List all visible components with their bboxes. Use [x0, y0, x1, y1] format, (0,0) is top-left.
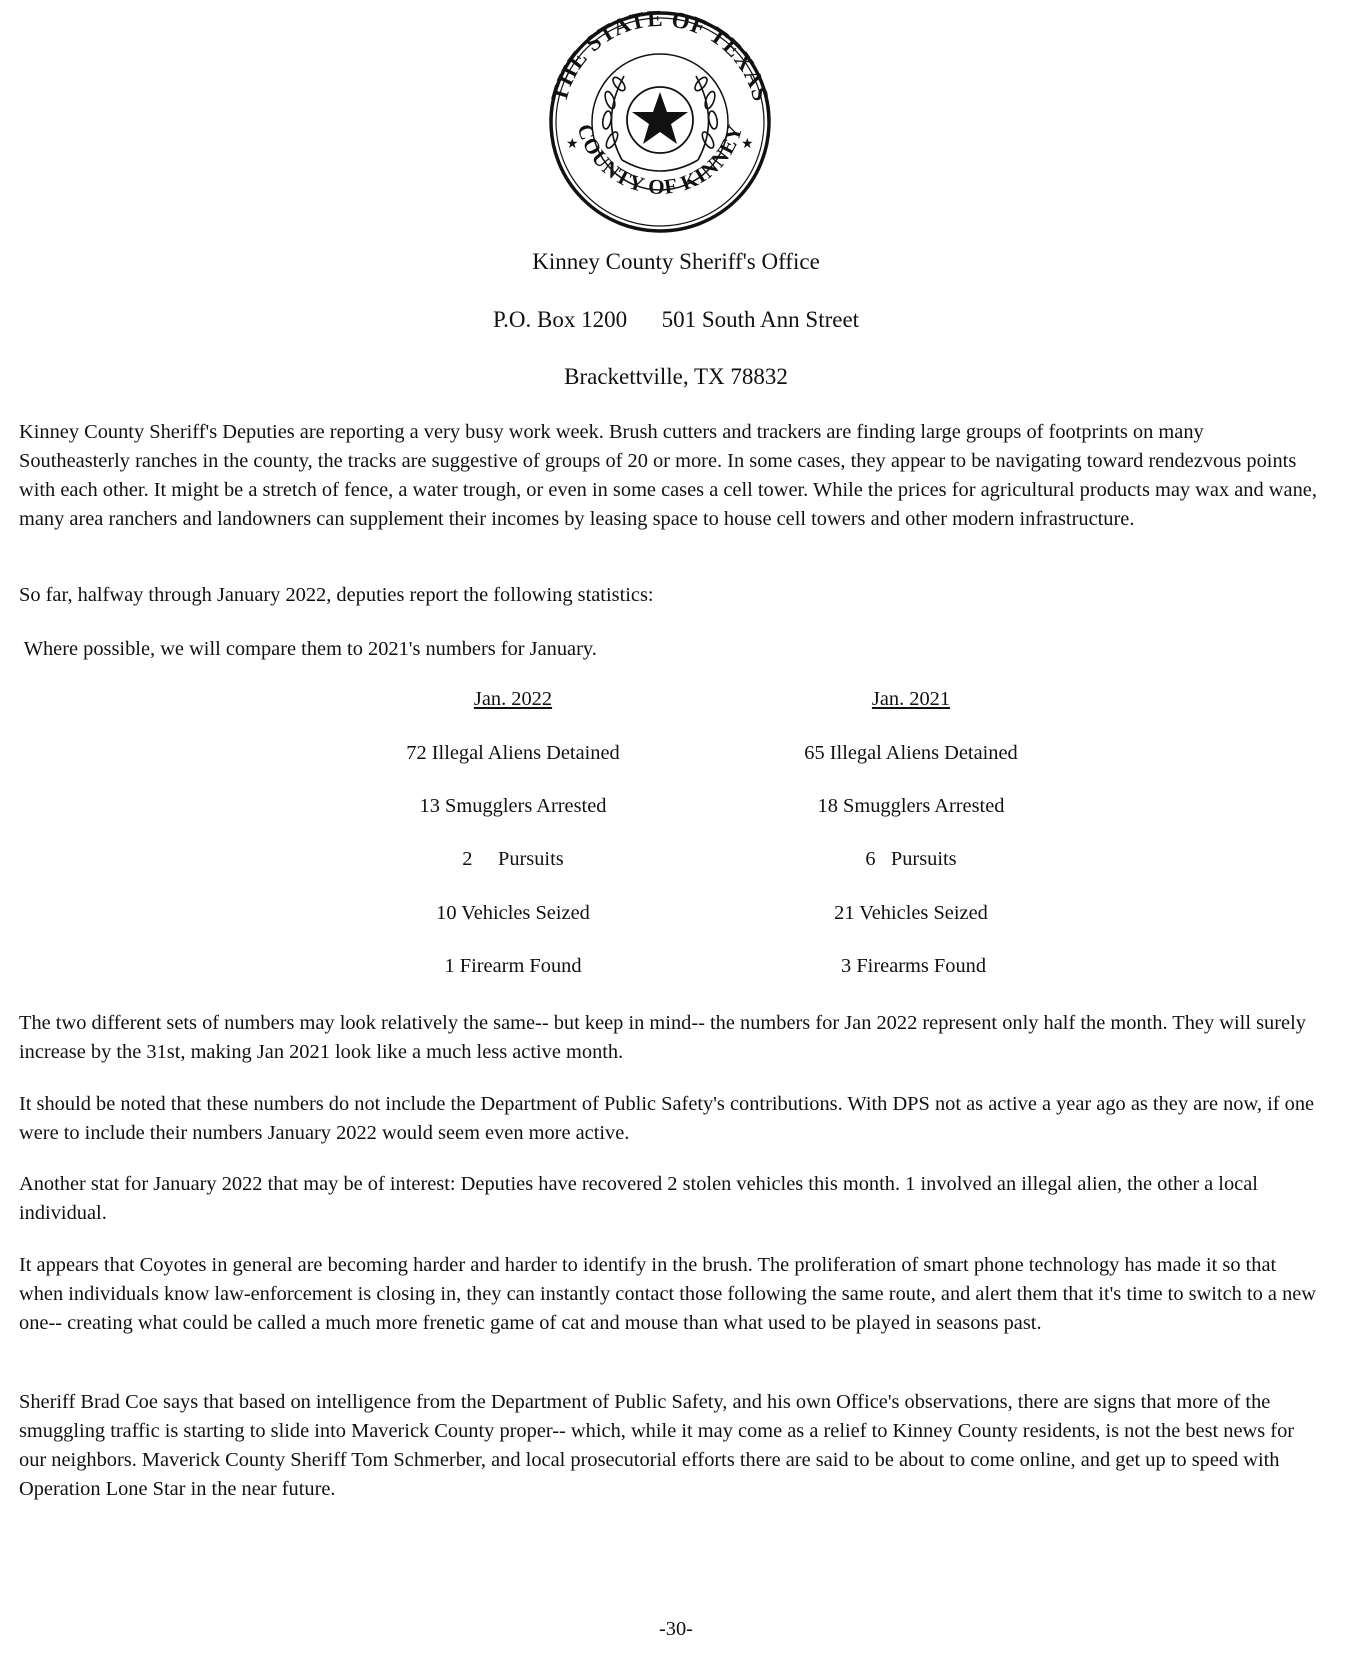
svg-text:★: ★	[566, 137, 579, 152]
column-header-2021: Jan. 2021	[871, 688, 951, 710]
stat-2022-pursuits: 2 Pursuits	[462, 848, 564, 870]
stolen-vehicles-paragraph: Another stat for January 2022 that may be of interest: Deputies have recovered 2 stolen vehicles this month. 1 involved an illegal alien, the other a local individual.	[19, 1173, 1258, 1224]
stat-2021-aliens: 65 Illegal Aliens Detained	[804, 742, 1018, 764]
stats-intro: So far, halfway through January 2022, deputies report the following statistics:	[19, 584, 654, 606]
mailing-address: P.O. Box 1200 501 South Ann Street	[492, 307, 860, 332]
page-number: -30-	[659, 1618, 693, 1640]
coyotes-paragraph: It appears that Coyotes in general are becoming harder and harder to identify in the brush. The proliferation of smart phone technology has made it so that when individuals know law-enforcement is closing in, they can instantly contact those following the same route, and alert them that it's time to switch to a new one-- creating what could be called a much more frenetic game of cat and mouse than what used to be played in seasons past.	[19, 1254, 1317, 1334]
stat-2021-smugglers: 18 Smugglers Arrested	[817, 795, 1005, 817]
stat-2021-firearms: 3 Firearms Found	[835, 955, 987, 977]
stat-2022-aliens: 72 Illegal Aliens Detained	[406, 742, 620, 764]
stat-2021-pursuits: 6 Pursuits	[865, 848, 957, 870]
svg-text:★: ★	[741, 137, 754, 152]
office-name: Kinney County Sheriff's Office	[532, 249, 820, 274]
seal-ring-text-top: THE STATE OF TEXAS	[546, 10, 774, 105]
seal-ring-text-bottom: COUNTY OF KINNEY	[572, 121, 748, 200]
stat-2022-smugglers: 13 Smugglers Arrested	[419, 795, 607, 817]
county-seal	[538, 10, 782, 234]
stat-2022-firearms: 1 Firearm Found	[444, 955, 582, 977]
lone-star-icon	[632, 92, 688, 144]
city-state-zip: Brackettville, TX 78832	[564, 364, 788, 389]
compare-note: Where possible, we will compare them to 2021's numbers for January.	[19, 638, 597, 660]
stat-2022-vehicles: 10 Vehicles Seized	[436, 902, 590, 924]
dps-paragraph: It should be noted that these numbers do not include the Department of Public Safety's contributions. With DPS not as active a year ago as they are now, if one were to include their numbers January 2022 would seem even more active.	[19, 1093, 1315, 1144]
column-header-2022: Jan. 2022	[473, 688, 553, 710]
stat-2021-vehicles: 21 Vehicles Seized	[834, 902, 988, 924]
sheriff-paragraph: Sheriff Brad Coe says that based on intelligence from the Department of Public Safety, and his own Office's observations, there are signs that more of the smuggling traffic is starting to slide into Maverick County proper-- which, while it may come as a relief to Kinney County residents, is not the best news for our neighbors. Maverick County Sheriff Tom Schmerber, and local prosecutorial efforts there are said to be about to come online, and get up to speed with Operation Lone Star in the near future.	[19, 1391, 1295, 1500]
intro-paragraph: Kinney County Sheriff's Deputies are reporting a very busy work week. Brush cutters and trackers are finding large groups of footprints on many Southeasterly ranches in the county, the tracks are suggestive of groups of 20 or more. In some cases, they appear to be navigating toward rendezvous points with each other. It might be a stretch of fence, a water trough, or even in some cases a cell tower. While the prices for agricultural products may wax and wane, many area ranchers and landowners can supplement their incomes by leasing space to house cell towers and other modern infrastructure.	[19, 421, 1317, 530]
comparison-paragraph: The two different sets of numbers may look relatively the same-- but keep in mind-- the numbers for Jan 2022 represent only half the month. They will surely increase by the 31st, making Jan 2021 look like a much less active month.	[19, 1012, 1306, 1063]
